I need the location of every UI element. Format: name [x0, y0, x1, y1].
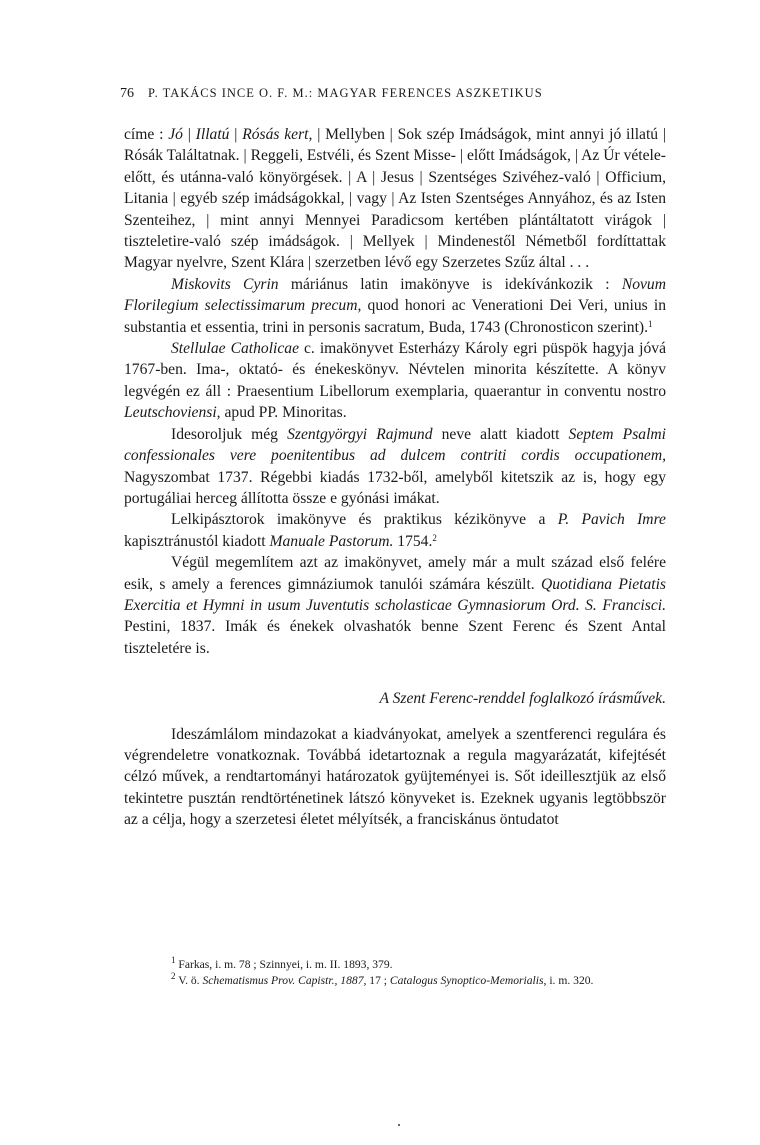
footnote-ref: 2: [432, 532, 437, 543]
footnote-ref: 1: [648, 318, 653, 329]
italic-run: Jó: [168, 126, 183, 143]
text-run: kapisztránustól kiadott: [124, 532, 270, 550]
italic-run: Novum Florilegium selectissimarum precum,: [124, 275, 666, 315]
text-run: Pestini, 1837. Imák és énekek olvashatók benne Szent Ferenc és Szent Antal tiszteletére is.: [124, 618, 666, 657]
text-run: | Mellyben | Sok szép Imádságok, mint annyi jó illatú | Rósák Találtatnak. | Reggeli, Estvéli, és Szent Misse- | előtt Imádságok, | Az Úr vétele-előtt, és utánna-való könyörgések. | A | Jesus | Szentséges Szivéhez-való | Officium, Litania | egyéb szép imádságokkal, | vagy | Az Isten Szentséges Annyához, és az Isten Szenteihez, | mint annyi Mennyei Paradicsom kertében plántáltatott virágok | tiszteletire-való szép imádságok. | Mellyek | Mindenestől Németből fordíttattak Magyar nyelvre, Szent Klára | szerzetben lévő egy Szerzetes Szűz által . . .: [124, 126, 667, 272]
italic-run: Rósás kert,: [242, 126, 313, 143]
footnotes: [124, 957, 666, 989]
section-heading: A Szent Ferenc-renddel foglalkozó írásművek.: [379, 690, 666, 708]
paragraph-6: [124, 552, 666, 659]
italic-run: Illatú: [195, 126, 230, 143]
page-number: 76: [120, 86, 134, 101]
text-run: i. m. 320.: [546, 974, 594, 987]
paragraph-3: [124, 338, 666, 424]
running-title: P. TAKÁCS INCE O. F. M.: MAGYAR FERENCES ASZKETIKUS: [148, 86, 543, 100]
italic-run: Szentgyörgyi Rajmund: [287, 425, 433, 443]
print-mark: [398, 1124, 400, 1126]
main-text: [124, 124, 666, 831]
paragraph-5: [124, 509, 666, 552]
italic-run: Catalogus Synoptico-Memorialis,: [389, 974, 547, 987]
footnote-1: [124, 957, 666, 973]
text-run: |: [229, 126, 243, 143]
running-header: [120, 86, 640, 102]
italic-run: Miskovits Cyrin: [171, 275, 279, 293]
text-run: Nagyszombat 1737. Régebbi kiadás 1732-ből, amelyből kitetszik az is, hogy egy portugáliai herceg állította össze e gyónási imákat.: [124, 468, 666, 507]
text-run: c. imakönyvet Esterházy Károly egri püspök hagyja jóvá 1767-ben. Ima-, oktató- és énekeskönyv. Névtelen minorita készítette. A könyv legvégén ez áll : Praesentium Libellorum exemplaria, quaerantur in conventu nostro: [124, 340, 666, 400]
paragraph-2: [124, 274, 666, 338]
paragraph-4: [124, 424, 666, 510]
italic-run: Stellulae Catholicae: [171, 340, 299, 358]
text-run: Lelkipásztorok imakönyve és praktikus kézikönyve a: [171, 511, 558, 529]
footnote-mark: 2: [171, 971, 176, 981]
text-run: 1754.: [393, 532, 433, 550]
text-run: neve alatt kiadott: [432, 425, 569, 443]
text-run: V. ö.: [175, 974, 203, 987]
italic-run: Leutschoviensi,: [124, 404, 221, 422]
paragraph-7: Ideszámlálom mindazokat a kiadványokat, amelyek a szentferenci regulára és végrendeletre vonatkoznak. Továbbá idetartoznak a regula magyarázatát, kifejtését célzó művek, a rendtartományi határozatok gyüjteményei is. Sőt ideillesztjük az első tekintetre pusztán rendtörténetinek látszó könyveket is. Ezeknek ugyanis legtöbbször az a célja, hogy a szerzetesi életet mélyítsék, a franciskánus öntudatot: [124, 725, 666, 829]
text-run: quod honori ac Venerationi Dei Veri, unius in substantia et essentia, trini in personis sacratum, Buda, 1743 (Chronosticon szerint).: [124, 297, 666, 336]
italic-run: Schematismus Prov. Capistr., 1887,: [202, 974, 367, 987]
footnote-mark: 1: [171, 955, 176, 965]
footnote-2: [124, 973, 666, 989]
italic-run: Septem Psalmi confessionales vere poenitentibus ad dulcem contriti cordis occupationem,: [124, 425, 666, 465]
italic-run: P. Pavich Imre: [557, 511, 666, 529]
italic-run: Quotidiana Pietatis Exercitia et Hymni in usum Juventutis scholasticae Gymnasiorum Ord. S. Francisci.: [124, 575, 666, 614]
text-run: címe :: [124, 126, 169, 143]
text-run: 17 ;: [366, 974, 390, 987]
text-run: |: [182, 126, 196, 143]
italic-run: Manuale Pastorum.: [269, 532, 394, 550]
text-run: Végül megemlítem azt az imakönyvet, amely már a mult század első felére esik, s amely a ferences gimnáziumok tanulói számára készült.: [124, 554, 666, 593]
text-run: Idesoroljuk még: [171, 425, 288, 443]
text-run: apud PP. Minoritas.: [220, 404, 347, 422]
text-run: máriánus latin imakönyve is idekívánkozik :: [278, 275, 622, 293]
text-run: Farkas, i. m. 78 ; Szinnyei, i. m. II. 1893, 379.: [175, 958, 393, 971]
paragraph-1: [124, 124, 666, 274]
